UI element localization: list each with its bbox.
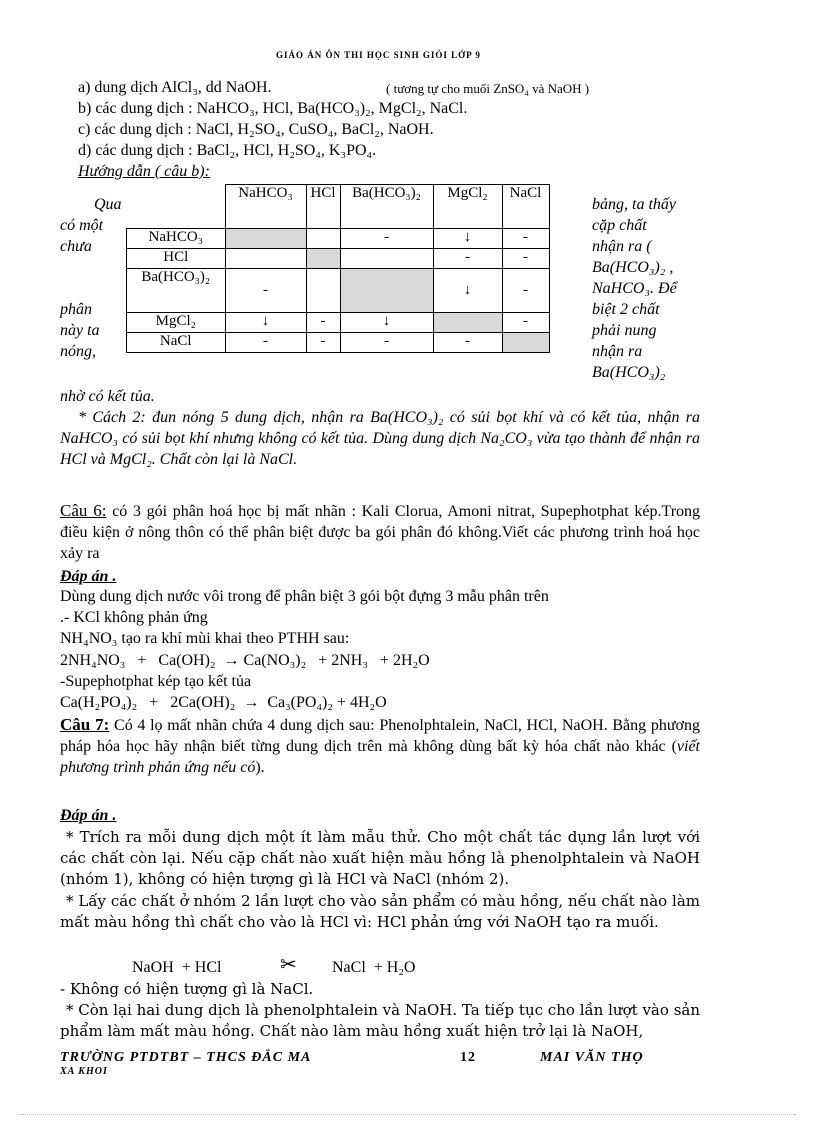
answer-6-equation-1: 2NH₄NO₃ + Ca(OH)₂ → Ca(NO₃)₂ + 2NH₃ + 2H₂O	[60, 652, 430, 669]
side-right-2: cặp chất	[592, 217, 647, 234]
page-header: GIÁO ÁN ÔN THI HỌC SINH GIỎI LỚP 9	[276, 50, 481, 60]
col-header: NaHCO₃	[225, 185, 306, 229]
col-header: HCl	[306, 185, 340, 229]
item-b: b) các dung dịch : NaHCO₃, HCl, Ba(HCO₃)₂, MgCl₂, NaCl.	[78, 100, 468, 117]
equation-right: NaCl + H₂O	[332, 959, 416, 976]
side-left-4: phân	[60, 301, 92, 318]
col-header: MgCl₂	[433, 185, 502, 229]
answer-7-p3: - Không có hiện tượng gì là NaCl.	[60, 980, 314, 998]
row-label: NaHCO₃	[127, 229, 226, 249]
table-cell	[306, 249, 340, 269]
footer-page-number: 12	[460, 1050, 476, 1065]
table-cell: -	[225, 333, 306, 353]
side-right-6: biệt 2 chất	[592, 301, 660, 318]
table-cell: -	[502, 249, 549, 269]
answer-6-line-1: Dùng dung dịch nước vôi trong để phân biệt 3 gói bột đựng 3 mẫu phân trên	[60, 588, 549, 605]
side-right-7: phải nung	[592, 322, 657, 339]
table-cell: -	[502, 313, 549, 333]
table-cell: -	[433, 249, 502, 269]
scissors-icon: ✂	[280, 954, 297, 976]
question-6-text: có 3 gói phân hoá học bị mất nhãn : Kali Clorua, Amoni nitrat, Supephotphat kép.Trong điều kiện ở nông thôn có thể phân biệt được ba gói phân đó không.Viết các phương trình hoá học xảy ra	[60, 503, 701, 562]
table-cell: -	[340, 229, 433, 249]
answer-6-line-3: NH₄NO₃ tạo ra khí mùi khai theo PTHH sau:	[60, 630, 350, 647]
table-cell	[225, 249, 306, 269]
item-a: a) dung dịch AlCl₃, dd NaOH.	[78, 79, 272, 96]
table-cell: ↓	[225, 313, 306, 333]
table-cell: ↓	[340, 313, 433, 333]
table-cell: -	[502, 269, 549, 313]
answer-6-equation-2: Ca(H₂PO₄)₂ + 2Ca(OH)₂ → Ca₃(PO₄)₂ + 4H₂O	[60, 694, 387, 711]
question-7-text-italic: viết phương trình phản ứng nếu có	[60, 738, 700, 776]
row-label: NaCl	[127, 333, 226, 353]
side-left-3: chưa	[60, 238, 92, 255]
table-cell: -	[306, 333, 340, 353]
table-cell: ↓	[433, 269, 502, 313]
question-7-text-end: ).	[255, 759, 265, 776]
answer-7-label: Đáp án .	[60, 807, 117, 824]
table-corner	[127, 185, 226, 229]
table-cell	[306, 229, 340, 249]
col-header: Ba(HCO₃)₂	[340, 185, 433, 229]
footer-school: TRƯỜNG PTDTBT – THCS ĐẮC MA	[60, 1050, 312, 1065]
question-7	[60, 714, 700, 778]
table-cell	[502, 333, 549, 353]
side-right-9: Ba(HCO₃)₂	[592, 364, 666, 381]
row-label: MgCl₂	[127, 313, 226, 333]
answer-7-p2: * Lấy các chất ở nhóm 2 lần lượt cho vào sản phẩm có màu hồng, nếu chất nào làm mất màu hồng thì chất cho vào là HCl vì: HCl phản ứng với NaOH tạo ra muối.	[60, 892, 700, 931]
col-header: NaCl	[502, 185, 549, 229]
side-right-3: nhận ra (	[592, 238, 652, 255]
after-table-text: nhờ có kết tủa.	[60, 388, 155, 405]
table-cell	[225, 229, 306, 249]
side-right-4: Ba(HCO₃)₂ ,	[592, 259, 674, 276]
table-cell	[306, 269, 340, 313]
side-left-5: này ta	[60, 322, 100, 339]
side-left-6: nóng,	[60, 343, 96, 360]
reaction-table	[126, 184, 550, 353]
side-right-1: bảng, ta thấy	[592, 196, 676, 213]
side-right-8: nhận ra	[592, 343, 643, 360]
answer-6-line-2: .- KCl không phản ứng	[60, 609, 208, 626]
footer-author: MAI VĂN THỌ	[540, 1050, 644, 1065]
table-cell: -	[225, 269, 306, 313]
question-7-text: Có 4 lọ mất nhãn chứa 4 dung dịch sau: Phenolphtalein, NaCl, HCl, NaOH. Bằng phương pháp hóa học hãy nhận biết từng dung dịch trên mà không dùng bất kỳ hóa chất nào khác (	[60, 717, 700, 755]
table-cell: -	[340, 333, 433, 353]
table-cell: -	[433, 333, 502, 353]
answer-6-line-5: -Supephotphat kép tạo kết tủa	[60, 673, 252, 690]
answer-7-p1: * Trích ra mỗi dung dịch một ít làm mẫu thử. Cho một chất tác dụng lần lượt với các chất còn lại. Nếu cặp chất nào xuất hiện màu hồng là phenolphtalein và NaOH (nhóm 1), không có hiện tượng gì là HCl và NaCl (nhóm 2).	[60, 828, 700, 888]
row-label: HCl	[127, 249, 226, 269]
item-d: d) các dung dịch : BaCl₂, HCl, H₂SO₄, K₃PO₄.	[78, 142, 377, 159]
equation-left: NaOH + HCl	[132, 959, 222, 976]
table-cell: -	[502, 229, 549, 249]
method-2-paragraph: * Cách 2: đun nóng 5 dung dịch, nhận ra Ba(HCO₃)₂ có sủi bọt khí và có kết tủa, nhận ra NaHCO₃ có sủi bọt khí nhưng không có kết tủa. Dùng dung dịch Na₂CO₃ vừa tạo thành để nhận ra HCl và MgCl₂. Chất còn lại là NaCl.	[60, 409, 700, 468]
question-7-label: Câu 7:	[60, 715, 110, 734]
table-cell: -	[306, 313, 340, 333]
side-right-5: NaHCO₃. Để	[592, 280, 677, 297]
table-cell	[433, 313, 502, 333]
side-left-2: có một	[60, 217, 104, 234]
row-label: Ba(HCO₃)₂	[127, 269, 226, 313]
table-cell	[340, 269, 433, 313]
footer-school-line2: XA KHOI	[60, 1066, 108, 1077]
side-left-1: Qua	[94, 196, 122, 213]
guide-label: Hướng dẫn ( câu b):	[78, 163, 210, 180]
item-c: c) các dung dịch : NaCl, H₂SO₄, CuSO₄, BaCl₂, NaOH.	[78, 121, 434, 138]
item-a-note: ( tương tự cho muối ZnSO₄ và NaOH )	[386, 81, 590, 96]
table-cell: ↓	[433, 229, 502, 249]
answer-6-label: Đáp án .	[60, 568, 117, 585]
question-6	[60, 500, 700, 564]
question-6-label: Câu 6:	[60, 501, 107, 520]
page-bottom-divider	[20, 1114, 796, 1115]
answer-7-p4: * Còn lại hai dung dịch là phenolphtalein và NaOH. Ta tiếp tục cho lần lượt vào sản phẩm làm mất màu hồng. Chất nào làm màu hồng xuất hiện trở lại là NaOH,	[60, 1001, 700, 1040]
table-cell	[340, 249, 433, 269]
